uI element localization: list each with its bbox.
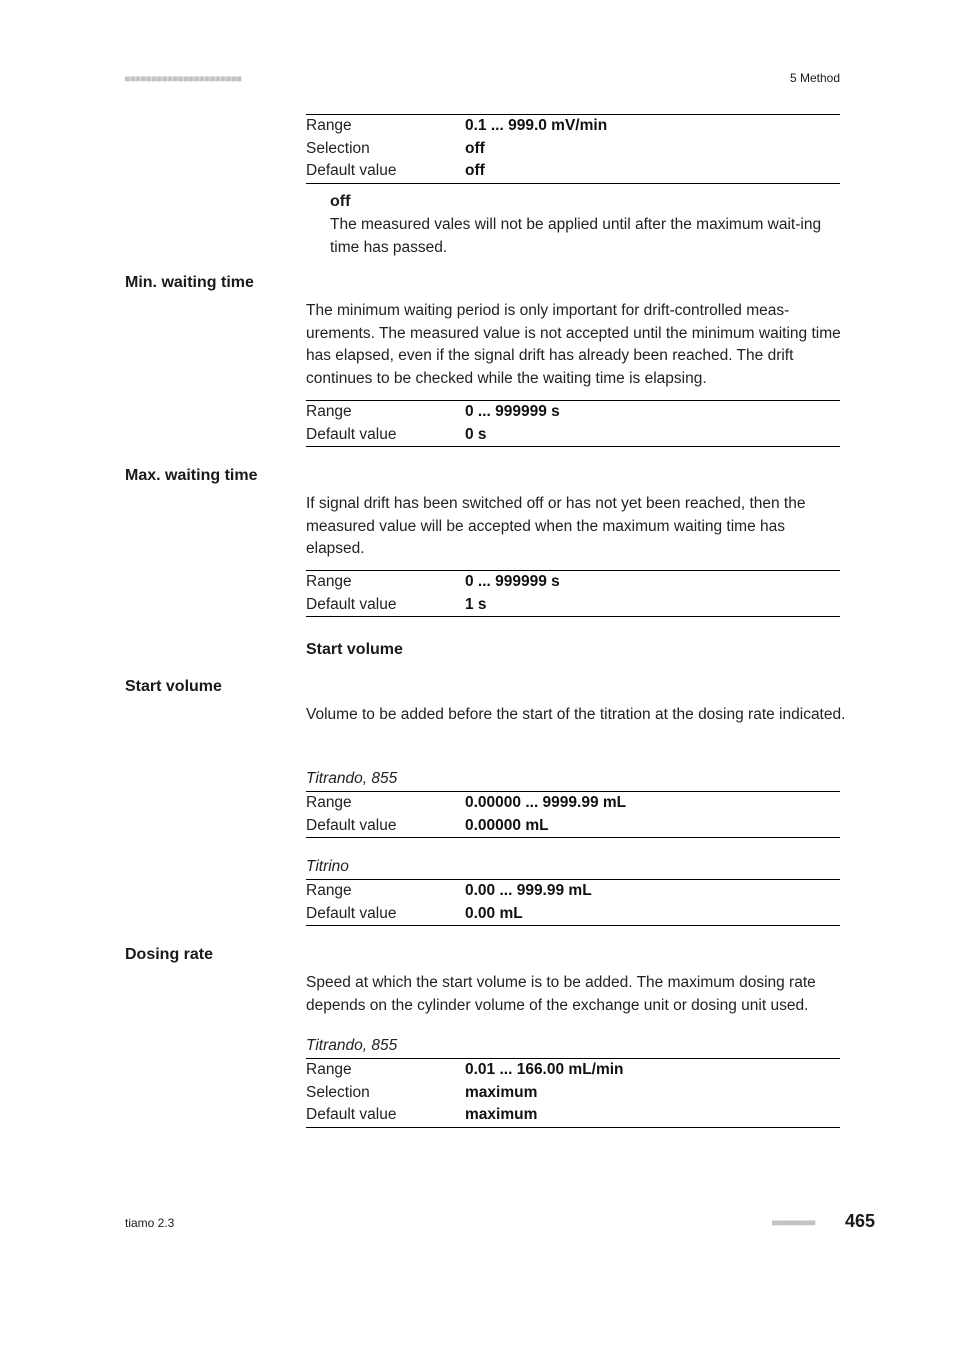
chapter-title: 5 Method <box>789 71 840 85</box>
param-value: 0.00 ... 999.99 mL <box>465 882 592 899</box>
param-value: off <box>465 139 485 157</box>
option-description: The measured vales will not be applied until after the maximum wait-ing time has passed. <box>330 216 822 256</box>
section-heading-max-waiting-time: Max. waiting time <box>125 467 258 484</box>
table-row <box>306 903 840 926</box>
param-value: 1 s <box>465 595 487 613</box>
table-row <box>306 1082 840 1105</box>
param-value: 0 ... 999999 s <box>465 403 560 420</box>
section-heading-dosing-rate: Dosing rate <box>125 946 214 963</box>
table-row <box>306 138 840 161</box>
param-value: 0.00 mL <box>465 904 523 922</box>
option-title: off <box>330 193 351 210</box>
table-row <box>306 880 840 903</box>
footer-decoration: ■■■■■■■■■ <box>772 1218 816 1227</box>
table-row <box>306 401 840 424</box>
table-row <box>306 792 840 815</box>
param-value: 0.1 ... 999.0 mV/min <box>465 117 608 134</box>
param-value: 0.01 ... 166.00 mL/min <box>465 1061 624 1078</box>
table-row <box>306 424 840 447</box>
param-value: 0 ... 999999 s <box>465 573 560 590</box>
subsection-heading-start-volume: Start volume <box>306 641 403 658</box>
param-key: Default value <box>306 595 397 613</box>
param-key: Range <box>306 573 352 590</box>
param-value: off <box>465 162 485 179</box>
table-row <box>306 1059 840 1082</box>
param-key: Range <box>306 794 352 811</box>
param-value: 0.00000 ... 9999.99 mL <box>465 794 627 811</box>
start-volume-titrino-table <box>306 879 840 926</box>
param-key: Selection <box>306 139 370 157</box>
param-key: Default value <box>306 162 397 179</box>
dosing-rate-table <box>306 1058 840 1128</box>
table-row <box>306 594 840 617</box>
section-description: Volume to be added before the start of the titration at the dosing rate indicated. <box>306 706 846 723</box>
table-row <box>306 115 840 138</box>
section-heading-start-volume: Start volume <box>125 678 222 695</box>
table-row <box>306 571 840 594</box>
param-key: Range <box>306 403 352 420</box>
section-description: The minimum waiting period is only important for drift-controlled meas-urements. The measured value is not accepted until the minimum waiting time has elapsed, even if the signal drift has already been reached. The drift continues to be checked while the waiting time is elapsing. <box>306 302 841 387</box>
max-waiting-table <box>306 570 840 617</box>
header-decoration: ■■■■■■■■■■■■■■■■■■■■■■ <box>125 74 242 83</box>
section-heading-min-waiting-time: Min. waiting time <box>125 274 254 291</box>
param-key: Range <box>306 882 352 899</box>
param-value: maximum <box>465 1106 538 1123</box>
param-key: Default value <box>306 816 397 834</box>
product-name: tiamo 2.3 <box>125 1216 175 1230</box>
device-variant-label: Titrando, 855 <box>306 770 398 787</box>
param-key: Range <box>306 117 352 134</box>
param-value: maximum <box>465 1083 538 1101</box>
param-key: Range <box>306 1061 352 1078</box>
param-value: 0.00000 mL <box>465 816 549 834</box>
device-variant-label: Titrando, 855 <box>306 1037 398 1054</box>
param-value: 0 s <box>465 425 487 443</box>
page-number: 465 <box>845 1211 876 1231</box>
drift-parameter-table <box>306 114 840 184</box>
table-row <box>306 1104 840 1127</box>
device-variant-label: Titrino <box>306 858 349 875</box>
section-description: If signal drift has been switched off or has not yet been reached, then the measured value will be accepted when the maximum waiting time has elapsed. <box>306 495 806 557</box>
param-key: Default value <box>306 1106 397 1123</box>
param-key: Default value <box>306 904 397 922</box>
param-key: Selection <box>306 1083 370 1101</box>
table-row <box>306 160 840 183</box>
section-description: Speed at which the start volume is to be added. The maximum dosing rate depends on the cylinder volume of the exchange unit or dosing unit used. <box>306 974 816 1014</box>
min-waiting-table <box>306 400 840 447</box>
param-key: Default value <box>306 425 397 443</box>
table-row <box>306 815 840 838</box>
start-volume-titrando-table <box>306 791 840 838</box>
